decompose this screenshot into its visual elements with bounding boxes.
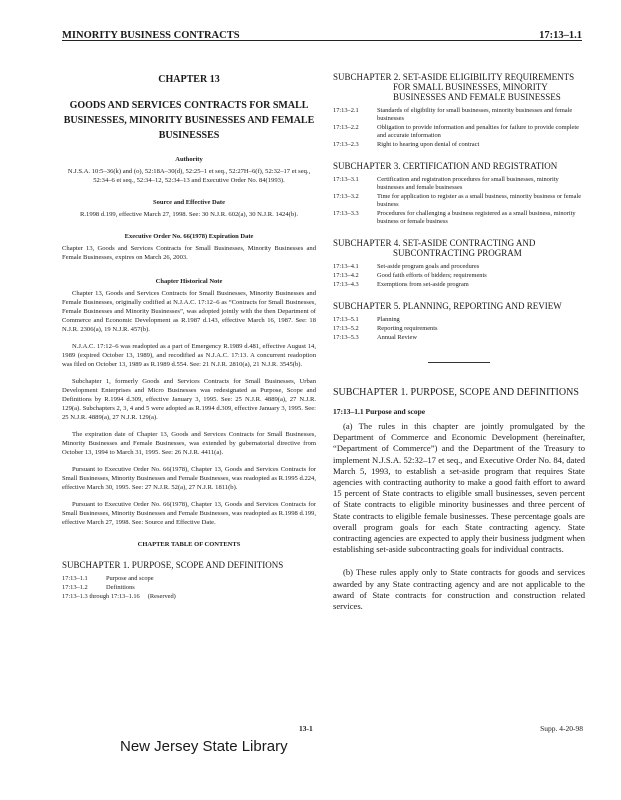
toc-item-number: 17:13–4.3 [333, 281, 359, 288]
chapter-title: GOODS AND SERVICES CONTRACTS FOR SMALL BUSINESSES, MINORITY BUSINESSES AND FEMALE BUSINESSES [63, 100, 315, 141]
toc-item-title: (Reserved) [147, 593, 176, 600]
toc-item-title: Time for application to register as a small business, minority business or female business [377, 193, 582, 208]
toc-item [333, 263, 585, 271]
toc-item-number: 17:13–2.2 [333, 124, 359, 131]
toc-item [62, 593, 316, 601]
paragraph-b: (b) These rules apply only to State contracts for goods and services awarded by any State contracting agency and are not applicable to the award of State contracts for construction and construction related services. [333, 567, 585, 612]
historical-note-paragraph: The expiration date of Chapter 13, Goods and Services Contracts for Small Businesses, Minority Businesses and Female Businesses, was extended by gubernatorial directive from October 13, 1994 to March 31, 1995. See: 26 N.J.R. 4411(a). [62, 431, 316, 456]
toc-subchapter-4 [333, 238, 585, 289]
toc-item-title: Obligation to provide information and penalties for failure to provide complete and accurate information [377, 124, 579, 139]
running-header [62, 16, 582, 41]
historical-note-heading: Chapter Historical Note [155, 278, 223, 285]
page-number: 13-1 [299, 724, 313, 733]
toc-item [333, 334, 585, 342]
toc-item-number: 17:13–4.2 [333, 272, 359, 279]
toc-item-number: 17:13–2.1 [333, 107, 359, 114]
toc-item-title: Planning [377, 316, 400, 323]
toc-item-title: Good faith efforts of bidders; requirements [377, 272, 487, 279]
toc-list [333, 316, 585, 342]
toc-item [333, 141, 585, 149]
toc-item-number: 17:13–4.1 [333, 263, 359, 270]
toc-item-title: Annual Review [377, 334, 417, 341]
section-divider [428, 362, 490, 363]
toc-item [333, 176, 585, 192]
authority-heading: Authority [175, 156, 203, 163]
toc-item-number: 17:13–1.1 [62, 575, 88, 582]
toc-item [333, 272, 585, 280]
toc-item [333, 281, 585, 289]
toc-item-title: Certification and registration procedures for small businesses, minority businesses and female businesses [377, 176, 559, 191]
toc-item-title: Right to hearing upon denial of contract [377, 141, 480, 148]
historical-note-paragraph: N.J.A.C. 17:12–6 was readopted as a part of Emergency R.1989 d.481, effective August 14, 1989 (expired October 13, 1989), and recodified as N.J.A.C. 17:13. A concurrent readoption was filed on October 13, 1989 as R.1989 d.554. See: 21 N.J.R. 2810(a), 21 N.J.R. 3545(b). [62, 343, 316, 368]
source-text: R.1998 d.199, effective March 27, 1998. See: 30 N.J.R. 602(a), 30 N.J.R. 1424(b). [80, 211, 298, 218]
running-header-section: 17:13–1.1 [539, 30, 582, 41]
authority-text: N.J.S.A. 10:5–36(k) and (o), 52:18A–30(d), 52:25–1 et seq., 52:27H–6(f), 52:32–17 et seq., 52:34–6 et seq., 52:34–12, 52:34–13 and Executive Order No. 84(1993). [67, 168, 311, 184]
expiration-heading: Executive Order No. 66(1978) Expiration Date [124, 233, 254, 240]
toc-list [333, 176, 585, 226]
section-heading: 17:13–1.1 Purpose and scope [333, 407, 426, 416]
historical-note-paragraph: Pursuant to Executive Order No. 66(1978), Chapter 13, Goods and Services Contracts for Small Businesses, Minority Businesses and Female Businesses, was readopted as R.1998 d.199, effective March 27, 1998. See: Source and Effective Date. [62, 501, 316, 526]
toc-subchapter-3 [333, 161, 585, 226]
toc-item [333, 210, 585, 226]
historical-note-paragraph: Chapter 13, Goods and Services Contracts for Small Businesses, Minority Businesses and Female Businesses, originally codified at N.J.A.C. 17:12–6 as “Contracts for Small Businesses, Female Businesses and Minority Businesses”, was adopted jointly with the then Department of Commerce and Economic Development as R.1987 d.143, effective March 16, 1987. See: 18 N.J.R. 2306(a), 19 N.J.R. 457(b). [62, 290, 316, 333]
toc-item-number: 17:13–5.3 [333, 334, 359, 341]
body-subchapter-heading: SUBCHAPTER 1. PURPOSE, SCOPE AND DEFINITIONS [333, 387, 579, 398]
toc-item-number: 17:13–3.3 [333, 210, 359, 217]
toc-subchapter-2 [333, 72, 585, 149]
expiration-text: Chapter 13, Goods and Services Contracts for Small Businesses, Minority Businesses and Female Businesses, expires on March 26, 2003. [62, 245, 316, 261]
paragraph-a: (a) The rules in this chapter are jointly promulgated by the Department of Commerce and Economic Development (hereinafter, “Department of Commerce”) and the Department of the Treasury to implement N.J.S.A. 52:32–17 et seq., and Executive Order No. 84, dated March 5, 1993, to establish a set-aside program that requires State agencies with contracting authority to make a good faith effort to award 15 percent of State contracts to eligible small businesses, seven percent of State contracts to eligible minority businesses and three percent of State contracts to eligible female businesses. These percentage goals are overall program goals for each State contracting agency. State contracting agencies are expected to apply their business judgment when establishing set-aside subcontracting goals for individual contracts. [333, 421, 585, 555]
toc-item [62, 575, 316, 583]
left-column [62, 72, 316, 613]
right-column [333, 72, 585, 624]
toc-item-number: 17:13–2.3 [333, 141, 359, 148]
toc-item [333, 107, 585, 123]
running-header-title: MINORITY BUSINESS CONTRACTS [62, 30, 240, 41]
toc-subchapter-heading: SUBCHAPTER 3. CERTIFICATION AND REGISTRATION [333, 161, 558, 171]
toc-item-number: 17:13–1.3 through 17:13–1.16 [62, 593, 140, 600]
toc-item-number: 17:13–3.1 [333, 176, 359, 183]
toc-subchapter-heading: SUBCHAPTER 2. SET-ASIDE ELIGIBILITY REQUIREMENTS FOR SMALL BUSINESSES, MINORITY BUSINESSES AND FEMALE BUSINESSES [333, 72, 575, 102]
toc-item-title: Exemptions from set-aside program [377, 281, 469, 288]
toc-subchapter-heading: SUBCHAPTER 5. PLANNING, REPORTING AND REVIEW [333, 301, 562, 311]
toc-list [333, 263, 585, 289]
toc-heading: CHAPTER TABLE OF CONTENTS [137, 541, 241, 548]
historical-note-paragraph: Subchapter 1, formerly Goods and Services Contracts for Small Businesses, Urban Development Enterprises and Micro Businesses was redesignated as Purpose, Scope and Definitions by R.1994 d.309, effective January 3, 1995. See: 25 N.J.R. 4889(a), 27 N.J.R. 129(a). Subchapters 2, 3, 4 and 5 were adopted as R.1994 d.309, effective January 3, 1995. See: 25 N.J.R. 4889(a), 27 N.J.R. 129(a). [62, 378, 316, 421]
toc-item-title: Purpose and scope [106, 575, 154, 582]
toc-item [62, 584, 316, 592]
toc-item-number: 17:13–3.2 [333, 193, 359, 200]
toc-item [333, 124, 585, 140]
toc-item-title: Definitions [106, 584, 135, 591]
chapter-number: CHAPTER 13 [158, 74, 220, 85]
toc-item [333, 316, 585, 324]
toc-item-number: 17:13–1.2 [62, 584, 88, 591]
toc-item-title: Standards of eligibility for small businesses, minority businesses and female businesses [377, 107, 573, 122]
historical-note-paragraph: Pursuant to Executive Order No. 66(1978), Chapter 13, Goods and Services Contracts for Small Businesses, Minority Businesses and Female Businesses, was readopted as R.1995 d.224, effective March 30, 1995. See: 27 N.J.R. 52(a), 27 N.J.R. 1811(b). [62, 466, 316, 491]
toc-item-title: Procedures for challenging a business registered as a small business, minority business or female business [377, 210, 576, 225]
supplement-date: Supp. 4-20-98 [540, 724, 583, 733]
toc-item-number: 17:13–5.1 [333, 316, 359, 323]
toc-subchapter-5 [333, 301, 585, 342]
source-heading: Source and Effective Date [153, 199, 225, 206]
toc-item [333, 325, 585, 333]
toc-item [333, 193, 585, 209]
toc-item-title: Reporting requirements [377, 325, 438, 332]
toc-item-title: Set-aside program goals and procedures [377, 263, 480, 270]
toc-item-number: 17:13–5.2 [333, 325, 359, 332]
toc-list [333, 107, 585, 149]
library-stamp: New Jersey State Library [120, 738, 288, 755]
toc-list [62, 575, 316, 601]
toc-subchapter-heading: SUBCHAPTER 4. SET-ASIDE CONTRACTING AND SUBCONTRACTING PROGRAM [333, 238, 536, 258]
toc-subchapter-heading: SUBCHAPTER 1. PURPOSE, SCOPE AND DEFINITIONS [62, 560, 284, 570]
